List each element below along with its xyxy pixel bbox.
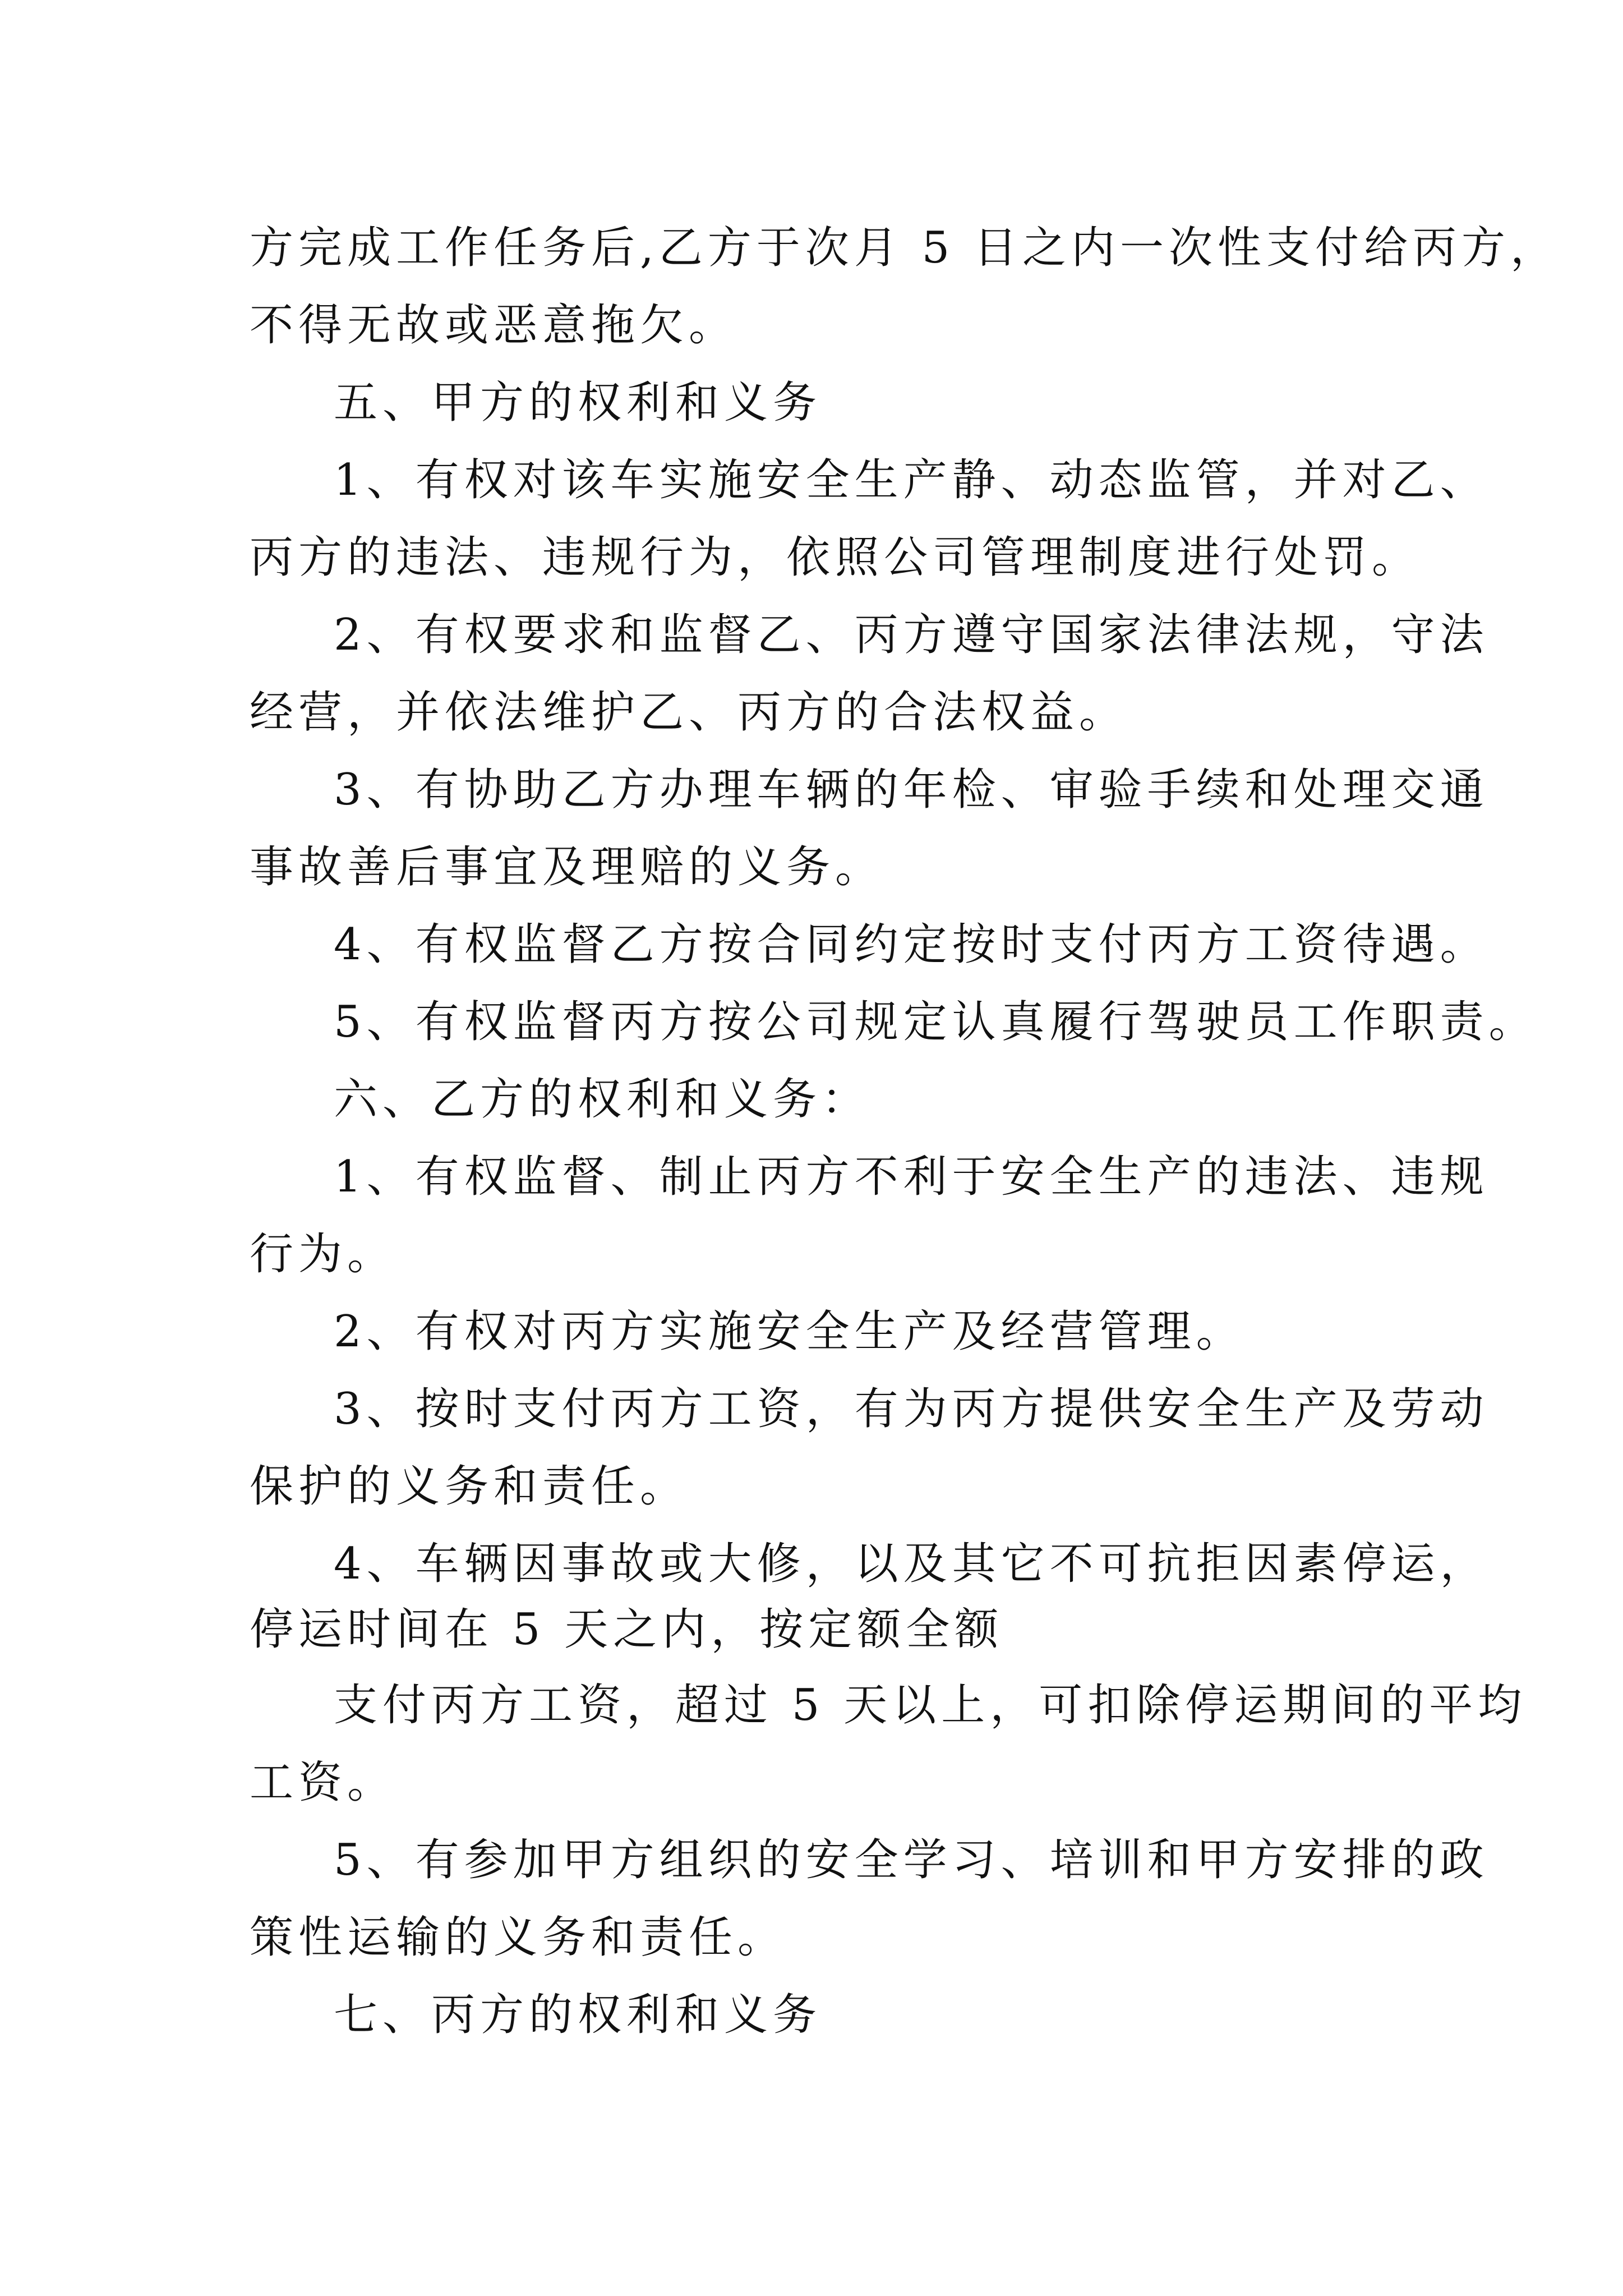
paragraph-line: 4、有权监督乙方按合同约定按时支付丙方工资待遇。 (334, 919, 1489, 970)
paragraph-line: 不得无故或恶意拖欠。 (250, 300, 738, 351)
paragraph-line: 1、有权监督、制止丙方不利于安全生产的违法、违规 (334, 1152, 1489, 1202)
paragraph-line: 3、按时支付丙方工资，有为丙方提供安全生产及劳动 (334, 1384, 1489, 1434)
section-heading: 五、甲方的权利和义务 (334, 378, 822, 428)
paragraph-line: 策性运输的义务和责任。 (250, 1912, 787, 1963)
paragraph-line: 2、有权对丙方实施安全生产及经营管理。 (334, 1306, 1245, 1357)
paragraph-line: 5、有权监督丙方按公司规定认真履行驾驶员工作职责。 (334, 997, 1538, 1047)
section-heading: 七、丙方的权利和义务 (334, 1990, 822, 2040)
paragraph-line: 停运时间在 5 天之内，按定额全额 (250, 1604, 1004, 1655)
paragraph-line: 经营，并依法维护乙、丙方的合法权益。 (250, 687, 1128, 738)
paragraph-line: 2、有权要求和监督乙、丙方遵守国家法律法规，守法 (334, 610, 1489, 660)
paragraph-line: 方完成工作任务后,乙方于次月 5 日之内一次性支付给丙方， (250, 223, 1560, 273)
paragraph-line: 支付丙方工资，超过 5 天以上，可扣除停运期间的平均 (334, 1680, 1527, 1731)
paragraph-line: 丙方的违法、违规行为，依照公司管理制度进行处罚。 (250, 532, 1421, 583)
paragraph-line: 1、有权对该车实施安全生产静、动态监管，并对乙、 (334, 455, 1489, 505)
paragraph-line: 事故善后事宜及理赔的义务。 (250, 842, 884, 892)
paragraph-line: 行为。 (250, 1229, 396, 1280)
paragraph-line: 5、有参加甲方组织的安全学习、培训和甲方安排的政 (334, 1835, 1489, 1885)
paragraph-line: 4、车辆因事故或大修，以及其它不可抗拒因素停运， (334, 1539, 1489, 1589)
section-heading: 六、乙方的权利和义务： (334, 1074, 871, 1125)
paragraph-line: 工资。 (250, 1757, 396, 1808)
paragraph-line: 保护的义务和责任。 (250, 1461, 689, 1512)
paragraph-line: 3、有协助乙方办理车辆的年检、审验手续和处理交通 (334, 765, 1489, 815)
